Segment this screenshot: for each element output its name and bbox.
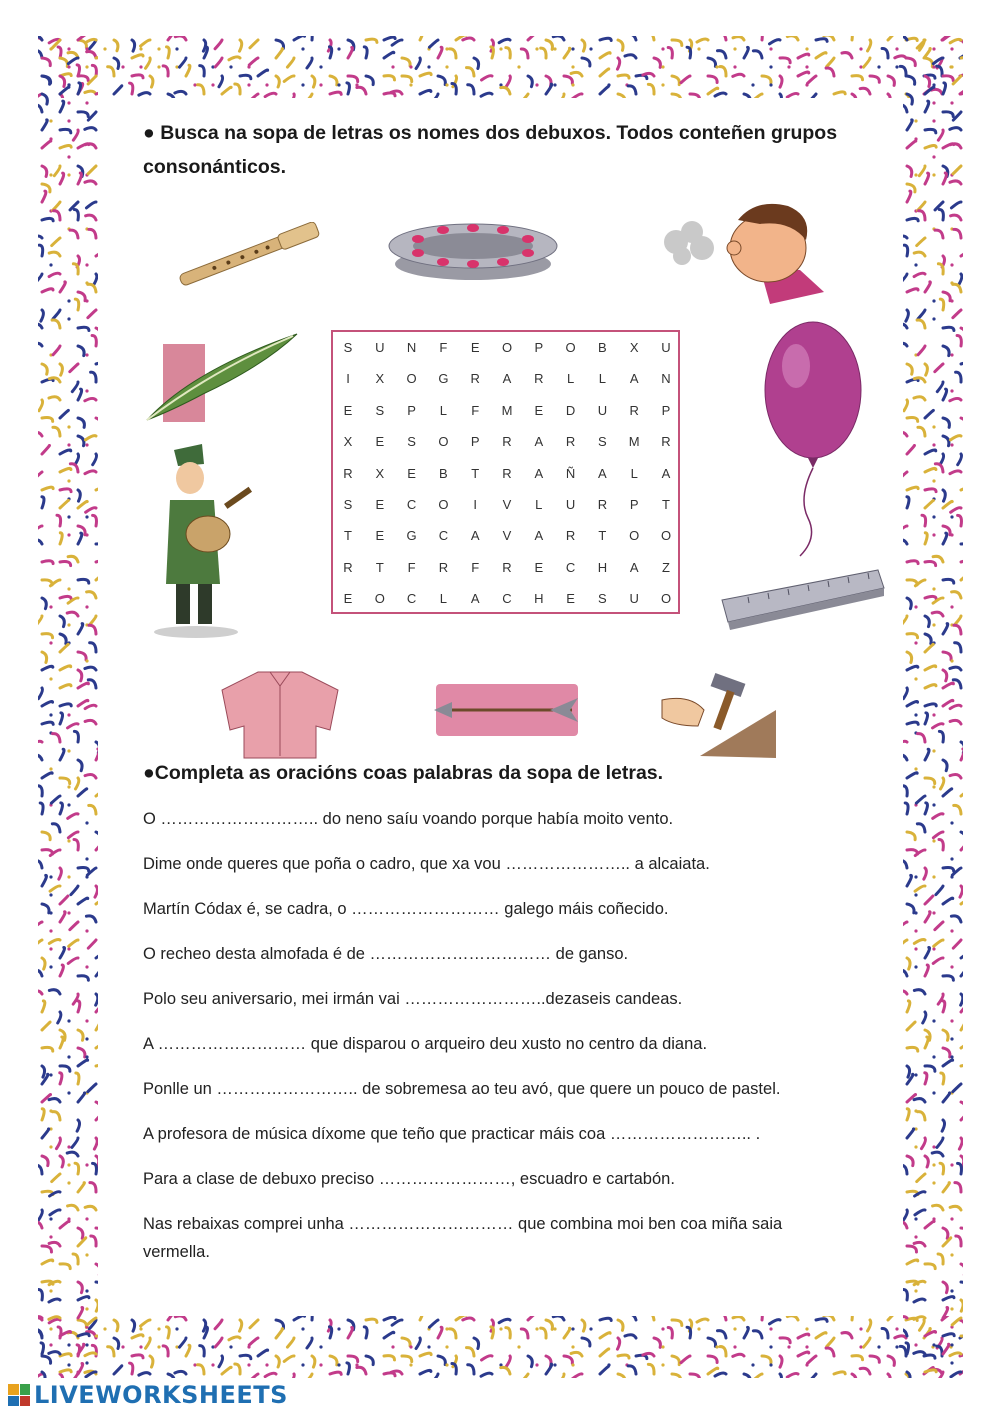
- word-search-letter[interactable]: E: [343, 402, 353, 418]
- sentence-6: A ……………………… que disparou o arqueiro deu xusto no centro da diana.: [143, 1035, 708, 1053]
- shirt-icon: [218, 668, 343, 760]
- sentence-5: Polo seu aniversario, mei irmán vai ……………………..dezaseis candeas.: [143, 990, 683, 1008]
- word-search-letter[interactable]: T: [375, 559, 384, 575]
- instruction-word-search: ● Busca na sopa de letras os nomes dos debuxos. Todos conteñen grupos consonánticos.: [143, 122, 838, 178]
- word-search-letter[interactable]: L: [439, 591, 447, 607]
- troubadour-icon: [146, 444, 256, 640]
- word-search-row: [333, 340, 678, 360]
- word-search-letter[interactable]: O: [406, 371, 417, 387]
- word-search-letter[interactable]: E: [407, 465, 416, 481]
- word-search-letter[interactable]: R: [661, 434, 671, 450]
- word-search-letter[interactable]: A: [470, 591, 480, 607]
- word-search-letter[interactable]: H: [534, 591, 544, 607]
- word-search-letter[interactable]: O: [501, 340, 513, 355]
- word-search-letter[interactable]: A: [534, 528, 544, 544]
- word-search-letter[interactable]: A: [470, 528, 480, 544]
- sentence-9: Para a clase de debuxo preciso ……………………, escuadro e cartabón.: [143, 1170, 675, 1188]
- word-search-letter[interactable]: E: [375, 434, 385, 450]
- word-search-letter[interactable]: A: [629, 559, 639, 575]
- word-search-letter[interactable]: U: [565, 497, 576, 512]
- word-search-grid: [331, 330, 680, 614]
- confetti-border-right: [903, 36, 963, 1378]
- sentence-1: O ……………………….. do neno saíu voando porque había moito vento.: [143, 810, 674, 828]
- logo-badge-icon: [8, 1384, 30, 1406]
- blowing-face-icon: [660, 200, 825, 305]
- word-search-letter[interactable]: C: [502, 591, 512, 607]
- word-search-letter[interactable]: P: [470, 434, 480, 450]
- confetti-border-left: [38, 36, 98, 1378]
- word-search-letter[interactable]: O: [374, 591, 385, 607]
- word-search-letter[interactable]: E: [534, 559, 544, 575]
- word-search-letter[interactable]: N: [406, 340, 417, 355]
- word-search-letter[interactable]: S: [343, 340, 353, 355]
- word-search-letter[interactable]: U: [661, 340, 671, 355]
- word-search-letter[interactable]: G: [406, 528, 417, 544]
- word-search-letter[interactable]: U: [629, 591, 639, 607]
- sentence-8: A profesora de música díxome que teño que practicar máis coa …………………….. .: [143, 1125, 761, 1143]
- word-search-letter[interactable]: A: [534, 434, 544, 450]
- instruction-complete-sentences: ●Completa as oracións coas palabras da sopa de letras.: [143, 762, 664, 784]
- sentence-2: Dime onde queres que poña o cadro, que xa vou ………………….. a alcaiata.: [143, 855, 710, 873]
- word-search-row: [333, 371, 678, 391]
- word-search-letter[interactable]: E: [534, 402, 544, 418]
- word-search-letter[interactable]: D: [565, 402, 576, 418]
- word-search-letter[interactable]: I: [346, 371, 350, 387]
- sentence-10: Nas rebaixas comprei unha ………………………… que combina moi ben coa miña saia vermella.: [143, 1215, 783, 1261]
- word-search-letter[interactable]: L: [566, 371, 575, 387]
- sentence-4: O recheo desta almofada é de …………………………… de ganso.: [143, 945, 629, 963]
- word-search-row: [333, 434, 678, 454]
- word-search-letter[interactable]: A: [629, 371, 639, 387]
- word-search-letter[interactable]: A: [502, 371, 512, 387]
- word-search-letter[interactable]: C: [565, 559, 576, 575]
- word-search-letter[interactable]: E: [566, 591, 575, 607]
- word-search-letter[interactable]: L: [598, 371, 606, 387]
- word-search-letter[interactable]: B: [439, 465, 448, 481]
- word-search-letter[interactable]: R: [597, 497, 608, 512]
- word-search-letter[interactable]: O: [660, 528, 672, 544]
- word-search-letter[interactable]: E: [343, 591, 353, 607]
- word-search-letter[interactable]: R: [502, 434, 512, 450]
- word-search-letter[interactable]: R: [438, 559, 449, 575]
- word-search-letter[interactable]: U: [375, 340, 385, 355]
- word-search-letter[interactable]: L: [439, 402, 447, 418]
- word-search-letter[interactable]: O: [438, 497, 449, 512]
- word-search-row: [333, 591, 678, 611]
- word-search-letter[interactable]: R: [629, 402, 639, 418]
- word-search-row: [333, 560, 678, 580]
- word-search-row: [333, 403, 678, 423]
- word-search-letter[interactable]: S: [343, 497, 353, 512]
- word-search-letter[interactable]: V: [502, 497, 512, 512]
- word-search-letter[interactable]: T: [471, 465, 480, 481]
- word-search-letter[interactable]: Ñ: [565, 465, 576, 481]
- word-search-letter[interactable]: E: [375, 497, 385, 512]
- word-search-letter[interactable]: I: [473, 497, 477, 512]
- sentence-7: Ponlle un …………………….. de sobremesa ao teu avó, que quere un pouco de pastel.: [143, 1080, 781, 1098]
- arrow-icon: [432, 682, 582, 738]
- word-search-letter[interactable]: S: [598, 591, 607, 607]
- word-search-letter[interactable]: R: [343, 559, 353, 575]
- word-search-letter[interactable]: O: [629, 528, 640, 544]
- word-search-letter[interactable]: R: [502, 559, 512, 575]
- word-search-letter[interactable]: S: [375, 402, 385, 418]
- word-search-letter[interactable]: G: [438, 371, 449, 387]
- word-search-letter[interactable]: A: [534, 465, 544, 481]
- word-search-letter[interactable]: F: [471, 402, 480, 418]
- word-search-letter[interactable]: A: [661, 465, 671, 481]
- word-search-letter[interactable]: F: [471, 559, 480, 575]
- word-search-letter[interactable]: U: [597, 402, 608, 418]
- word-search-letter[interactable]: N: [661, 371, 671, 387]
- word-search-letter[interactable]: S: [598, 434, 607, 450]
- word-search-letter[interactable]: O: [438, 434, 449, 450]
- word-search-letter[interactable]: X: [629, 340, 639, 355]
- word-search-letter[interactable]: M: [501, 402, 513, 418]
- confetti-border-top: [38, 36, 963, 98]
- word-search-letter[interactable]: B: [598, 340, 607, 355]
- word-search-letter[interactable]: C: [406, 497, 417, 512]
- confetti-border-bottom: [38, 1316, 963, 1378]
- feather-icon: [143, 330, 301, 425]
- word-search-letter[interactable]: X: [375, 465, 385, 481]
- word-search-letter[interactable]: F: [407, 559, 416, 575]
- word-search-letter[interactable]: A: [598, 465, 607, 481]
- word-search-letter[interactable]: R: [502, 465, 512, 481]
- word-search-letter[interactable]: T: [598, 528, 607, 544]
- sentence-3: Martín Códax é, se cadra, o ……………………… galego máis coñecido.: [143, 900, 669, 918]
- word-search-letter[interactable]: P: [629, 497, 639, 512]
- logo-text: LIVEWORKSHEETS: [34, 1381, 288, 1409]
- word-search-letter[interactable]: X: [375, 371, 385, 387]
- word-search-letter[interactable]: P: [534, 340, 544, 355]
- word-search-letter[interactable]: Z: [662, 559, 670, 575]
- ruler-icon: [718, 566, 886, 634]
- word-search-letter[interactable]: R: [343, 465, 353, 481]
- word-search-letter[interactable]: O: [565, 340, 576, 355]
- word-search-letter[interactable]: P: [661, 402, 671, 418]
- word-search-letter[interactable]: C: [406, 591, 417, 607]
- word-search-row: [333, 528, 678, 548]
- word-search-letter[interactable]: R: [565, 434, 576, 450]
- plate-icon: [388, 220, 558, 282]
- hammer-icon: [660, 670, 776, 758]
- word-search-letter[interactable]: T: [662, 497, 670, 512]
- word-search-letter[interactable]: C: [438, 528, 449, 544]
- word-search-letter[interactable]: E: [375, 528, 385, 544]
- word-search-letter[interactable]: S: [407, 434, 416, 450]
- word-search-row: [333, 466, 678, 486]
- word-search-letter[interactable]: M: [628, 434, 640, 450]
- word-search-letter[interactable]: L: [630, 465, 638, 481]
- word-search-letter[interactable]: R: [534, 371, 544, 387]
- word-search-letter[interactable]: V: [502, 528, 512, 544]
- balloon-icon: [758, 318, 868, 558]
- word-search-letter[interactable]: L: [535, 497, 543, 512]
- word-search-letter[interactable]: R: [470, 371, 480, 387]
- flute-icon: [172, 222, 324, 288]
- word-search-letter[interactable]: E: [470, 340, 480, 355]
- word-search-letter[interactable]: T: [344, 528, 352, 544]
- word-search-letter[interactable]: R: [565, 528, 576, 544]
- word-search-row: [333, 497, 678, 517]
- word-search-letter[interactable]: F: [439, 340, 448, 355]
- word-search-letter[interactable]: X: [343, 434, 353, 450]
- word-search-letter[interactable]: P: [407, 402, 416, 418]
- word-search-letter[interactable]: O: [660, 591, 672, 607]
- liveworksheets-logo[interactable]: [8, 1381, 288, 1409]
- word-search-letter[interactable]: H: [597, 559, 608, 575]
